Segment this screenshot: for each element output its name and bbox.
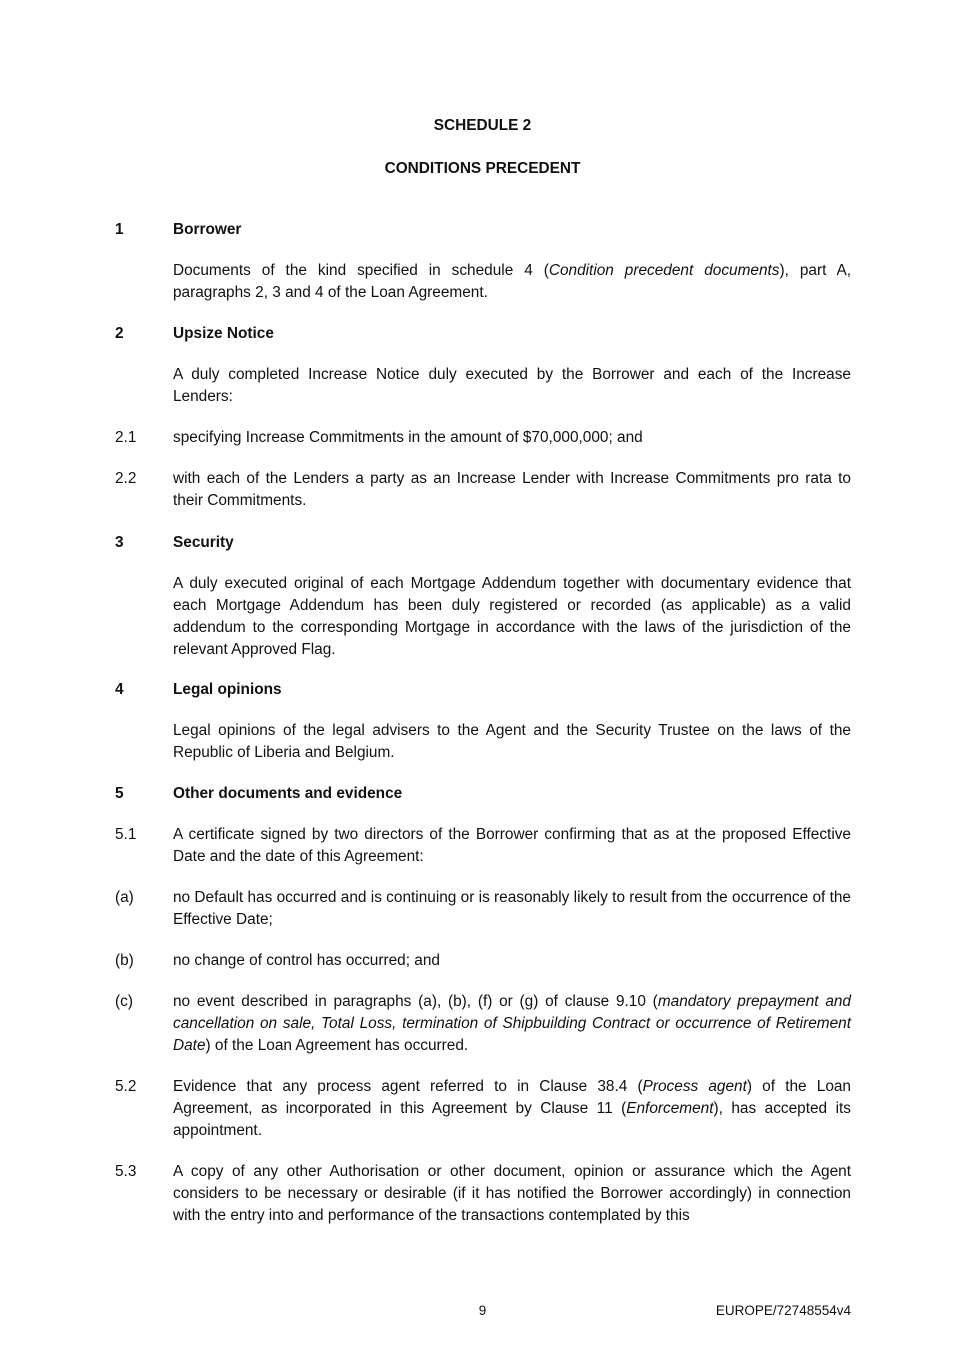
section-2-number: 2 xyxy=(115,325,124,342)
section-4-number: 4 xyxy=(115,681,124,698)
page-number: 9 xyxy=(478,1303,487,1318)
item-2-1-number: 2.1 xyxy=(115,429,137,446)
sub-item-c-number: (c) xyxy=(115,993,133,1010)
sub-item-a-number: (a) xyxy=(115,889,134,906)
sub-item-b-number: (b) xyxy=(115,952,134,969)
section-3-number: 3 xyxy=(115,534,124,551)
section-1-paragraph: Documents of the kind specified in schedule 4 (Condition precedent documents), part A, paragraphs 2, 3 and 4 of the Loan Agreement. xyxy=(173,262,851,301)
schedule-subtitle: CONDITIONS PRECEDENT xyxy=(384,160,581,177)
section-5-number: 5 xyxy=(115,785,124,802)
section-5-heading: Other documents and evidence xyxy=(173,785,403,802)
item-5-2-number: 5.2 xyxy=(115,1078,137,1095)
item-5-3-text: A copy of any other Authorisation or other document, opinion or assurance which the Agent considers to be necessary or desirable (if it has notified the Borrower accordingly) in connection with the entry into and performance of the transactions contemplated by this xyxy=(173,1163,851,1224)
section-4-heading: Legal opinions xyxy=(173,681,282,698)
sub-item-a-text: no Default has occurred and is continuing or is reasonably likely to result from the occurrence of the Effective Date; xyxy=(173,889,851,928)
schedule-title: SCHEDULE 2 xyxy=(433,117,532,134)
item-5-2-text: Evidence that any process agent referred to in Clause 38.4 (Process agent) of the Loan Agreement, as incorporated in this Agreement by Clause 11 (Enforcement), has accepted its appointment. xyxy=(173,1078,851,1139)
section-2-paragraph: A duly completed Increase Notice duly executed by the Borrower and each of the Increase Lenders: xyxy=(173,366,851,405)
document-reference: EUROPE/72748554v4 xyxy=(715,1303,851,1318)
item-2-1-text: specifying Increase Commitments in the amount of $70,000,000; and xyxy=(173,429,643,446)
section-3-heading: Security xyxy=(173,534,234,551)
item-2-2-text: with each of the Lenders a party as an Increase Lender with Increase Commitments pro rata to their Commitments. xyxy=(173,470,851,509)
section-3-paragraph: A duly executed original of each Mortgage Addendum together with documentary evidence that each Mortgage Addendum has been duly registered or recorded (as applicable) as a valid addendum to the corresponding Mortgage in accordance with the laws of the jurisdiction of the relevant Approved Flag. xyxy=(173,575,851,658)
item-2-2-number: 2.2 xyxy=(115,470,137,487)
section-2-heading: Upsize Notice xyxy=(173,325,274,342)
section-1-heading: Borrower xyxy=(173,221,242,238)
sub-item-b-text: no change of control has occurred; and xyxy=(173,952,440,969)
item-5-3-number: 5.3 xyxy=(115,1163,137,1180)
section-1-number: 1 xyxy=(115,221,124,238)
item-5-1-text: A certificate signed by two directors of the Borrower confirming that as at the proposed Effective Date and the date of this Agreement: xyxy=(173,826,851,865)
sub-item-c-text: no event described in paragraphs (a), (b), (f) or (g) of clause 9.10 (mandatory prepayment and cancellation on sale, Total Loss, termination of Shipbuilding Contract or occurrence of Retirement Date) of the Loan Agreement has occurred. xyxy=(173,993,851,1054)
item-5-1-number: 5.1 xyxy=(115,826,137,843)
section-4-paragraph: Legal opinions of the legal advisers to the Agent and the Security Trustee on the laws of the Republic of Liberia and Belgium. xyxy=(173,722,851,761)
